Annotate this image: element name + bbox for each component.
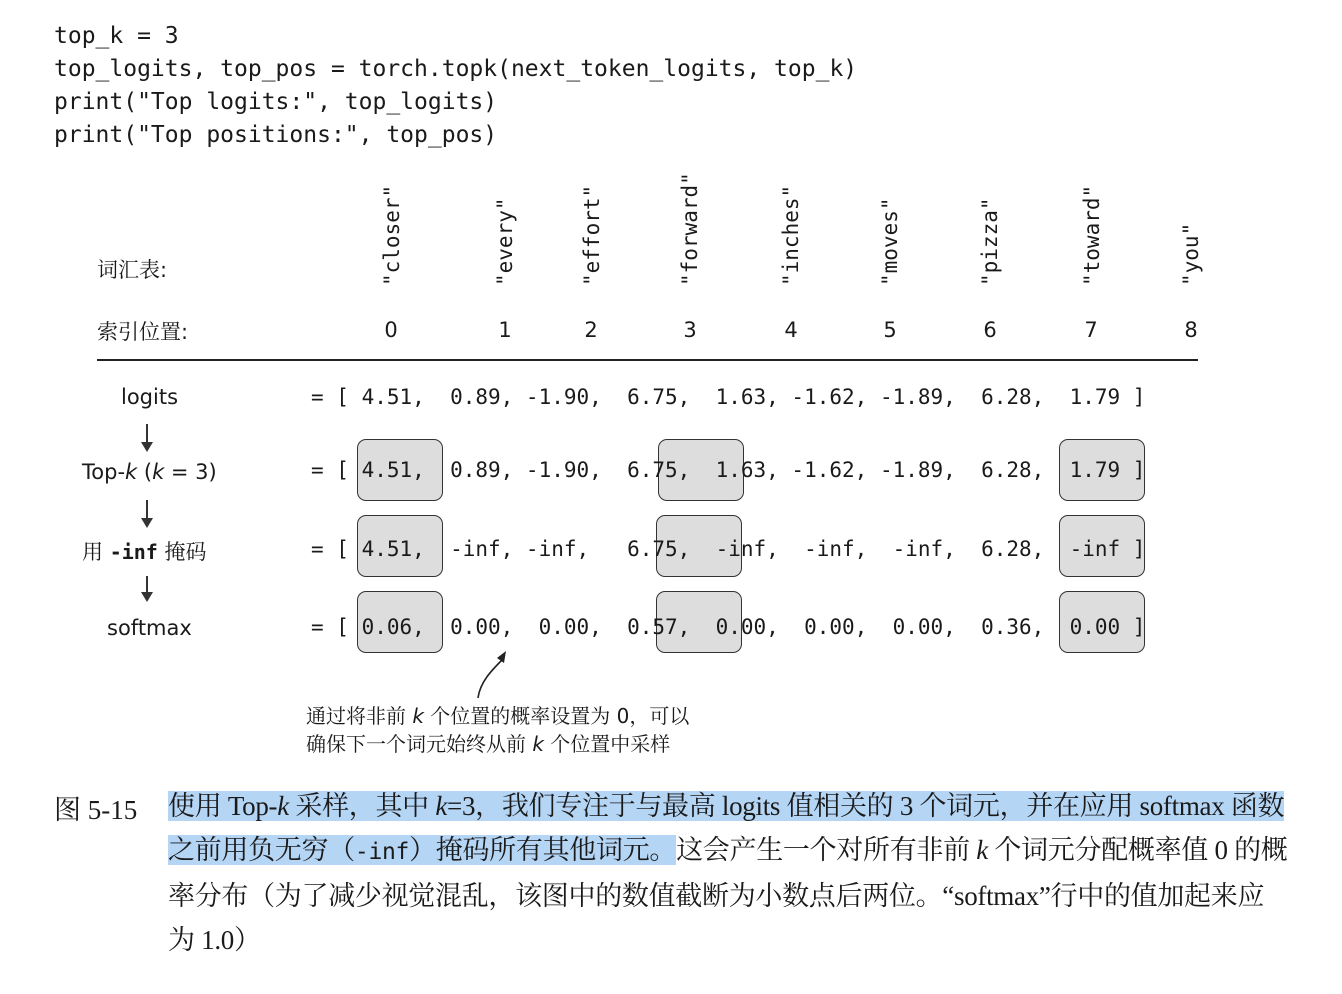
code-line: top_k = 3 bbox=[54, 23, 179, 49]
figure-caption[interactable]: 使用 Top-k 采样，其中 k=3，我们专注于与最高 logits 值相关的 3 个词元，并在应用 softmax 函数之前用负无穷（-inf）掩码所有其他词元。这会产生一个对所有非前 k 个词元分配概率值 0 的概率分布（为了减少视觉混乱，该图中的数值截断为小数点后两位。“softmax”行中的值加起来应为 1.0） bbox=[168, 791, 1288, 955]
row-label-topk: Top-k (k = 3) bbox=[82, 460, 217, 484]
index-number: 5 bbox=[883, 318, 897, 342]
logits-values: = [ 4.51, 0.89, -1.90, 6.75, 1.63, -1.62, -1.89, 6.28, 1.79 ] bbox=[311, 385, 1146, 409]
row-label-softmax: softmax bbox=[107, 616, 192, 640]
vocab-word: "toward" bbox=[1080, 184, 1104, 286]
code-line: print("Top positions:", top_pos) bbox=[54, 122, 498, 148]
index-number: 2 bbox=[584, 318, 598, 342]
index-label: 索引位置: bbox=[97, 320, 189, 344]
code-line: print("Top logits:", top_logits) bbox=[54, 89, 498, 115]
masked-values: = [ 4.51, -inf, -inf, 6.75, -inf, -inf, -inf, 6.28, -inf ] bbox=[311, 537, 1146, 561]
selected-text: 使用 Top-k 采样，其中 k=3，我们专注于与最高 logits 值相关的 3 个词元，并在应用 softmax 函数之前用负无穷（-inf）掩码所有其他词元。 bbox=[168, 791, 1285, 865]
vocab-word: "inches" bbox=[779, 184, 803, 286]
index-number: 4 bbox=[784, 318, 798, 342]
code-block bbox=[54, 20, 857, 152]
vocab-word: "moves" bbox=[878, 197, 902, 286]
annotation-note: 通过将非前 k 个位置的概率设置为 0，可以 确保下一个词元始终从前 k 个位置中采样 bbox=[306, 704, 690, 756]
vocab-word: "effort" bbox=[580, 184, 604, 286]
annotation-arrow-icon bbox=[470, 648, 520, 704]
vocab-word: "closer" bbox=[380, 184, 404, 286]
row-label-logits: logits bbox=[121, 385, 179, 409]
down-arrow-icon bbox=[146, 424, 148, 450]
down-arrow-icon bbox=[146, 500, 148, 526]
index-number: 3 bbox=[683, 318, 697, 342]
softmax-values: = [ 0.06, 0.00, 0.00, 0.57, 0.00, 0.00, 0.00, 0.36, 0.00 ] bbox=[311, 615, 1146, 639]
vocab-word: "pizza" bbox=[978, 197, 1002, 286]
index-number: 1 bbox=[498, 318, 512, 342]
vocab-word: "every" bbox=[493, 197, 517, 286]
code-line: top_logits, top_pos = torch.topk(next_token_logits, top_k) bbox=[54, 56, 858, 82]
topk-values: = [ 4.51, 0.89, -1.90, 6.75, 1.63, -1.62, -1.89, 6.28, 1.79 ] bbox=[311, 458, 1146, 482]
index-number: 0 bbox=[384, 318, 398, 342]
vocab-label: 词汇表: bbox=[97, 258, 168, 282]
index-number: 7 bbox=[1084, 318, 1098, 342]
divider-line bbox=[97, 359, 1198, 361]
index-number: 6 bbox=[983, 318, 997, 342]
figure-number: 图 5-15 bbox=[54, 795, 138, 825]
down-arrow-icon bbox=[146, 576, 148, 600]
vocab-word: "you" bbox=[1179, 222, 1203, 286]
vocab-word: "forward" bbox=[678, 172, 702, 286]
row-label-mask: 用 -inf 掩码 bbox=[82, 540, 207, 564]
index-number: 8 bbox=[1184, 318, 1198, 342]
